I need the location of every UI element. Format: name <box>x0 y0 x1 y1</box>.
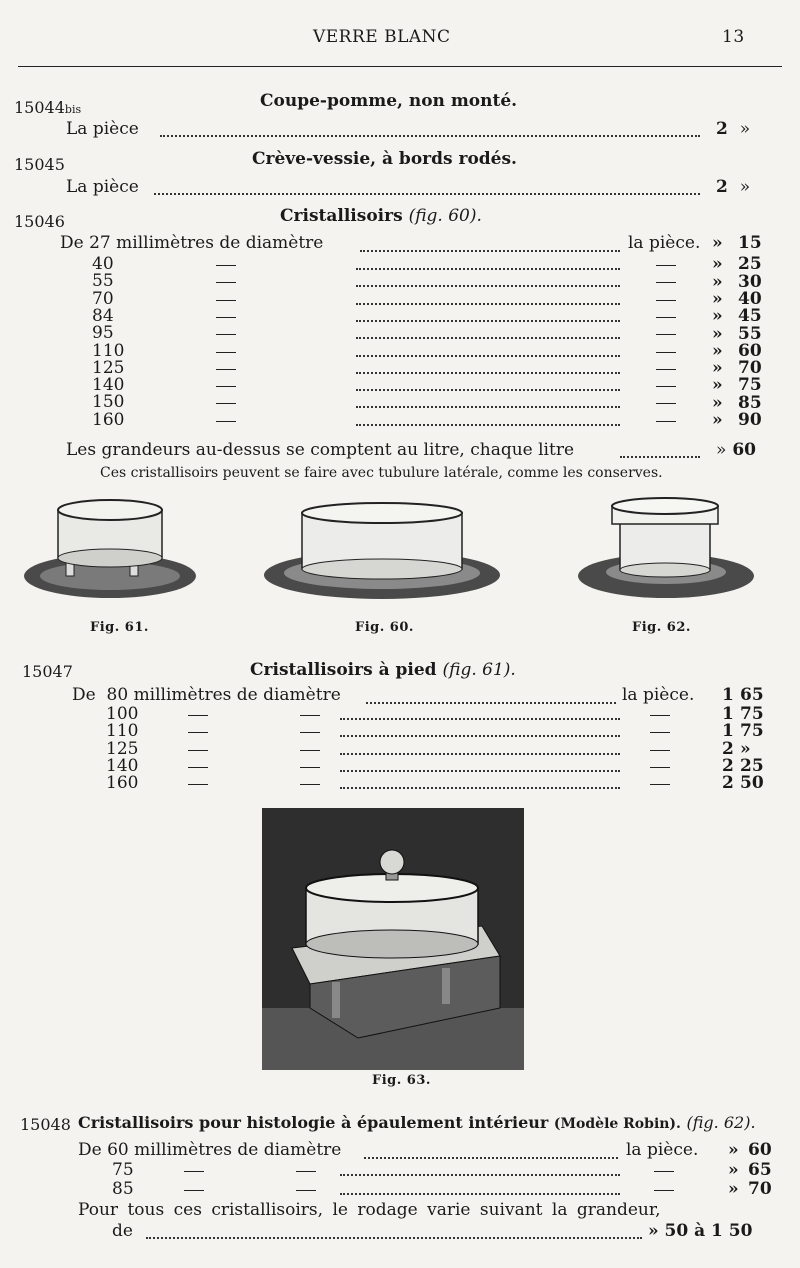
price-franc: » <box>712 358 723 379</box>
leader-dots <box>360 250 620 252</box>
size-row-first: De 60 millimètres de diamètre <box>78 1140 342 1160</box>
ditto-dash <box>300 767 320 768</box>
item-number: 15047 <box>22 662 73 681</box>
note-rodage-line2: de <box>112 1221 133 1241</box>
ditto-dash <box>188 732 208 733</box>
price-cents: 75 <box>740 721 764 742</box>
item-title: Cristallisoirs (fig. 60). <box>280 206 482 226</box>
leader-dots <box>340 735 620 737</box>
price-cents: 90 <box>738 410 762 430</box>
ditto-dash <box>216 317 236 318</box>
ditto-dash <box>656 386 676 387</box>
item-number: 15048 <box>20 1115 71 1134</box>
price-franc: » <box>712 410 723 430</box>
ditto-dash <box>300 784 320 785</box>
leader-dots <box>356 424 620 426</box>
price-franc: 1 <box>722 685 734 705</box>
price-cents: 75 <box>740 704 764 724</box>
leader-dots <box>340 787 620 789</box>
ditto-dash <box>296 1171 316 1172</box>
price-franc: 1 <box>722 721 734 742</box>
price-cents: 65 <box>748 1160 772 1180</box>
ditto-dash <box>216 352 236 353</box>
price-franc: 2 <box>722 755 734 776</box>
size-row-first: De 27 millimètres de diamètre <box>60 233 324 253</box>
price-franc: » <box>712 254 723 275</box>
item-unit: La pièce <box>66 177 139 197</box>
leader-dots <box>356 389 620 391</box>
price: » 60 <box>716 440 756 460</box>
price-cents: » <box>740 738 751 759</box>
ditto-dash <box>188 715 208 716</box>
item-number: 15045 <box>14 155 65 174</box>
size-value: 95 <box>92 323 114 344</box>
ditto-dash <box>650 732 670 733</box>
ditto-dash <box>656 334 676 335</box>
ditto-dash <box>216 421 236 422</box>
page-number: 13 <box>722 27 745 47</box>
price-franc: » <box>712 233 723 253</box>
price-cents: 75 <box>738 375 762 396</box>
price-franc: » <box>712 306 723 327</box>
price-cents: 60 <box>748 1140 772 1160</box>
price-franc: 2 <box>722 773 734 794</box>
price-franc: 2 <box>722 738 734 759</box>
unit-label: la pièce. <box>628 233 701 253</box>
leader-dots <box>356 285 620 287</box>
fig-60-caption: Fig. 60. <box>355 620 414 635</box>
leader-dots <box>356 320 620 322</box>
leader-dots <box>356 372 620 374</box>
fig-61-caption: Fig. 61. <box>90 620 149 635</box>
price-franc: » <box>728 1160 739 1180</box>
ditto-dash <box>656 352 676 353</box>
ditto-dash <box>300 715 320 716</box>
size-value: 85 <box>112 1179 134 1199</box>
leader-dots <box>340 718 620 720</box>
size-value: 55 <box>92 271 114 292</box>
leader-dots <box>146 1237 642 1239</box>
item-number: 15044bis <box>14 98 82 117</box>
leader-dots <box>364 1157 618 1159</box>
fig-62-illustration <box>574 492 754 604</box>
ditto-dash <box>188 767 208 768</box>
size-value: 140 <box>92 375 125 396</box>
price-franc: » <box>728 1179 739 1199</box>
price-cents: 15 <box>738 233 762 253</box>
price-cents: 65 <box>740 685 764 705</box>
ditto-dash <box>656 300 676 301</box>
size-value: 140 <box>106 755 139 776</box>
ditto-dash <box>656 282 676 283</box>
size-value: 100 <box>106 704 139 724</box>
size-value: 125 <box>106 738 139 759</box>
item-unit: La pièce <box>66 119 139 139</box>
size-row-first: De 80 millimètres de diamètre <box>72 685 341 705</box>
price-franc: » <box>728 1140 739 1160</box>
size-value: 160 <box>92 409 125 430</box>
price-franc: 1 <box>722 704 734 724</box>
leader-dots <box>356 355 620 357</box>
leader-dots <box>340 770 620 772</box>
price-cents: 30 <box>738 271 762 292</box>
header-rule <box>18 66 782 67</box>
item-title: Crève-vessie, à bords rodés. <box>252 149 517 169</box>
item-title: Cristallisoirs pour histologie à épaulement intérieur (Modèle Robin). (fig. 62). <box>78 1113 756 1132</box>
price-cents: 85 <box>738 392 762 413</box>
fig-62-caption: Fig. 62. <box>632 620 691 635</box>
ditto-dash <box>654 1190 674 1191</box>
leader-dots <box>356 406 620 408</box>
ditto-dash <box>656 265 676 266</box>
note-tubulure: Ces cristallisoirs peuvent se faire avec tubulure latérale, comme les conserves. <box>100 465 663 481</box>
price: » 50 à 1 50 <box>648 1221 753 1241</box>
leader-dots <box>154 193 700 195</box>
ditto-dash <box>216 403 236 404</box>
size-value: 110 <box>92 340 125 361</box>
size-value: 75 <box>112 1160 134 1180</box>
ditto-dash <box>650 784 670 785</box>
ditto-dash <box>654 1171 674 1172</box>
price: 2 » <box>716 119 751 139</box>
size-value: 160 <box>106 773 139 794</box>
item-number: 15046 <box>14 212 65 231</box>
leader-dots <box>356 303 620 305</box>
ditto-dash <box>650 750 670 751</box>
leader-dots <box>160 135 700 137</box>
size-value: 84 <box>92 305 114 326</box>
price-cents: 55 <box>738 323 762 344</box>
ditto-dash <box>216 282 236 283</box>
price-franc: » <box>712 323 723 344</box>
ditto-dash <box>656 369 676 370</box>
ditto-dash <box>650 715 670 716</box>
ditto-dash <box>216 386 236 387</box>
leader-dots <box>356 268 620 270</box>
price-cents: 50 <box>740 773 764 794</box>
leader-dots <box>340 1193 620 1195</box>
ditto-dash <box>216 334 236 335</box>
ditto-dash <box>184 1171 204 1172</box>
ditto-dash <box>296 1190 316 1191</box>
ditto-dash <box>300 732 320 733</box>
leader-dots <box>340 1174 620 1176</box>
price-cents: 25 <box>740 755 764 776</box>
ditto-dash <box>656 403 676 404</box>
price-cents: 70 <box>748 1179 772 1199</box>
price-franc: » <box>712 271 723 292</box>
item-title: Coupe-pomme, non monté. <box>260 91 518 111</box>
leader-dots <box>620 456 700 458</box>
ditto-dash <box>188 784 208 785</box>
size-value: 70 <box>92 288 114 309</box>
price-franc: » <box>712 375 723 396</box>
ditto-dash <box>184 1190 204 1191</box>
unit-label: la pièce. <box>626 1140 699 1160</box>
fig-63-caption: Fig. 63. <box>372 1073 431 1088</box>
size-value: 125 <box>92 357 125 378</box>
price-cents: 40 <box>738 288 762 309</box>
size-value: 40 <box>92 254 114 274</box>
ditto-dash <box>216 265 236 266</box>
price-franc: » <box>712 340 723 361</box>
ditto-dash <box>188 750 208 751</box>
fig-63-illustration <box>262 808 524 1070</box>
note-litre: Les grandeurs au-dessus se comptent au litre, chaque litre <box>66 440 575 460</box>
ditto-dash <box>216 369 236 370</box>
price-cents: 25 <box>738 254 762 275</box>
unit-label: la pièce. <box>622 685 695 705</box>
price-cents: 45 <box>738 306 762 327</box>
ditto-dash <box>656 421 676 422</box>
ditto-dash <box>300 750 320 751</box>
price-cents: 70 <box>738 358 762 379</box>
fig-61-illustration <box>20 490 200 605</box>
item-title: Cristallisoirs à pied (fig. 61). <box>250 660 516 680</box>
leader-dots <box>340 753 620 755</box>
price-franc: » <box>712 392 723 413</box>
price-cents: 60 <box>738 340 762 361</box>
size-value: 150 <box>92 392 125 413</box>
ditto-dash <box>656 317 676 318</box>
leader-dots <box>356 337 620 339</box>
ditto-dash <box>650 767 670 768</box>
running-header: VERRE BLANC <box>313 27 451 47</box>
leader-dots <box>366 702 616 704</box>
fig-60-illustration <box>262 495 512 605</box>
price: 2 » <box>716 177 751 197</box>
size-value: 110 <box>106 721 139 742</box>
note-rodage-line1: Pour tous ces cristallisoirs, le rodage varie suivant la grandeur, <box>78 1200 661 1220</box>
ditto-dash <box>216 300 236 301</box>
price-franc: » <box>712 288 723 309</box>
